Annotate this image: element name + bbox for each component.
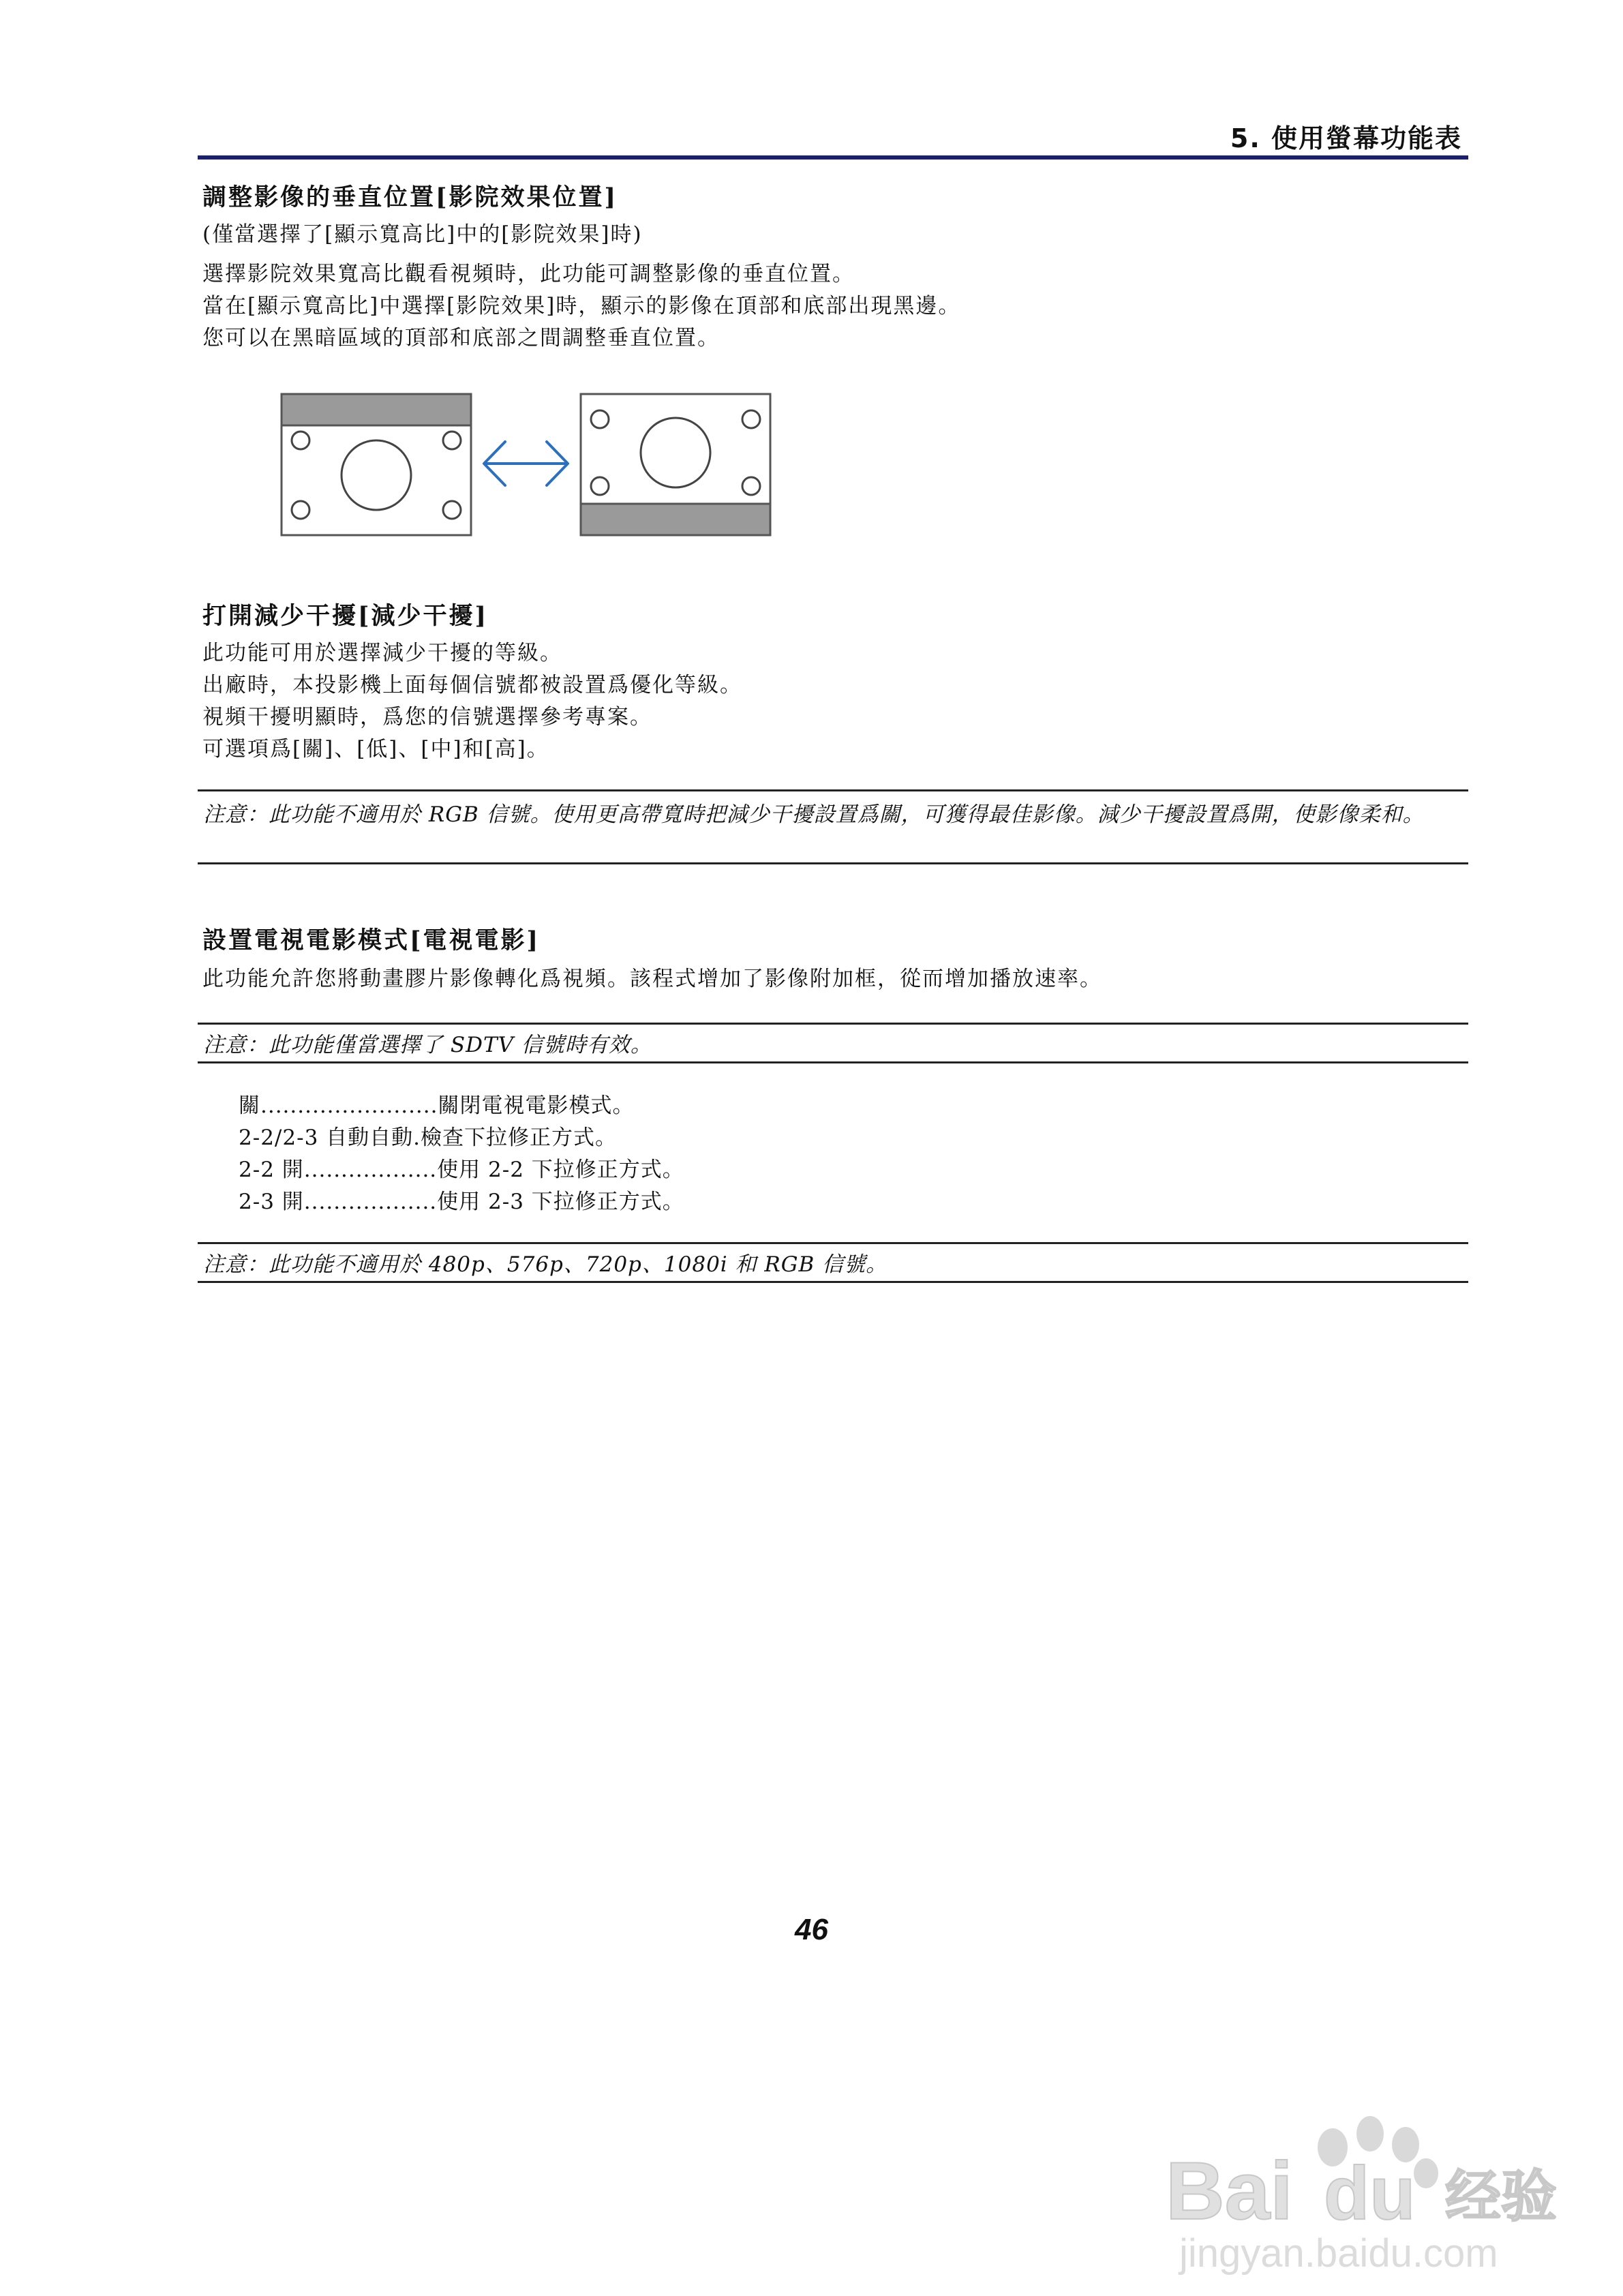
cinema-position-diagram	[276, 389, 787, 542]
chapter-title: 5. 使用螢幕功能表	[1230, 123, 1462, 153]
frame-bar-top	[282, 394, 471, 535]
body-line: 您可以在黑暗區域的頂部和底部之間調整垂直位置。	[202, 326, 720, 350]
section-title-noise-reduction: 打開減少干擾[減少干擾]	[202, 602, 489, 630]
list-item	[239, 1088, 635, 1119]
watermark-brand-suffix: du	[1324, 2151, 1416, 2235]
page-number: 46	[795, 1913, 828, 1946]
note-noise-reduction: 注意：此功能不適用於 RGB 信號。使用更高帶寬時把減少干擾設置爲關，可獲得最佳影像。減少干擾設置爲開，使影像柔和。	[198, 789, 1468, 864]
body-line: 選擇影院效果寬高比觀看視頻時，此功能可調整影像的垂直位置。	[202, 262, 855, 286]
list-item	[239, 1120, 617, 1151]
body-line: 此功能可用於選擇減少干擾的等級。	[202, 641, 562, 665]
frame-bar-bottom	[581, 394, 770, 535]
double-arrow-icon	[484, 442, 568, 485]
watermark-product: 经验	[1445, 2166, 1558, 2228]
mode-description: 使用 2-2 下拉修正方式。	[437, 1158, 684, 1182]
mode-key: 2-2/2-3 自動自動	[239, 1126, 414, 1150]
body-line: 出廠時，本投影機上面每個信號都被設置爲優化等級。	[202, 673, 742, 697]
body-line: 當在[顯示寬高比]中選擇[影院效果]時，顯示的影像在頂部和底部出現黑邊。	[202, 294, 961, 318]
section-title-telecine: 設置電視電影模式[電視電影]	[202, 926, 541, 954]
list-item	[239, 1152, 684, 1183]
mode-key: 關........................	[239, 1093, 438, 1118]
watermark-brand: Bai	[1166, 2145, 1293, 2237]
mode-key: 2-3 開..................	[239, 1190, 438, 1214]
list-item	[239, 1184, 684, 1215]
note-unsupported-signals: 注意：此功能不適用於 480p、576p、720p、1080i 和 RGB 信號。	[198, 1242, 1468, 1283]
note-sdtv-only: 注意：此功能僅當選擇了 SDTV 信號時有效。	[198, 1023, 1468, 1063]
header-rule	[198, 155, 1468, 160]
mode-description: 關閉電視電影模式。	[438, 1093, 635, 1118]
baidu-watermark	[1152, 2100, 1561, 2277]
body-line: 此功能允許您將動畫膠片影像轉化爲視頻。該程式增加了影像附加框，從而增加播放速率。	[202, 967, 1102, 991]
body-line: 視頻干擾明顯時，爲您的信號選擇參考專案。	[202, 705, 652, 729]
section-title-cinema-position: 調整影像的垂直位置[影院效果位置]	[202, 183, 618, 211]
mode-description: 使用 2-3 下拉修正方式。	[437, 1190, 684, 1214]
mode-key: 2-2 開..................	[239, 1158, 438, 1182]
condition-text: (僅當選擇了[顯示寬高比]中的[影院效果]時)	[202, 222, 643, 247]
mode-description: .檢查下拉修正方式。	[413, 1126, 617, 1150]
body-line: 可選項爲[關]、[低]、[中]和[高]。	[202, 737, 549, 761]
watermark-url: jingyan.baidu.com	[1179, 2231, 1498, 2276]
